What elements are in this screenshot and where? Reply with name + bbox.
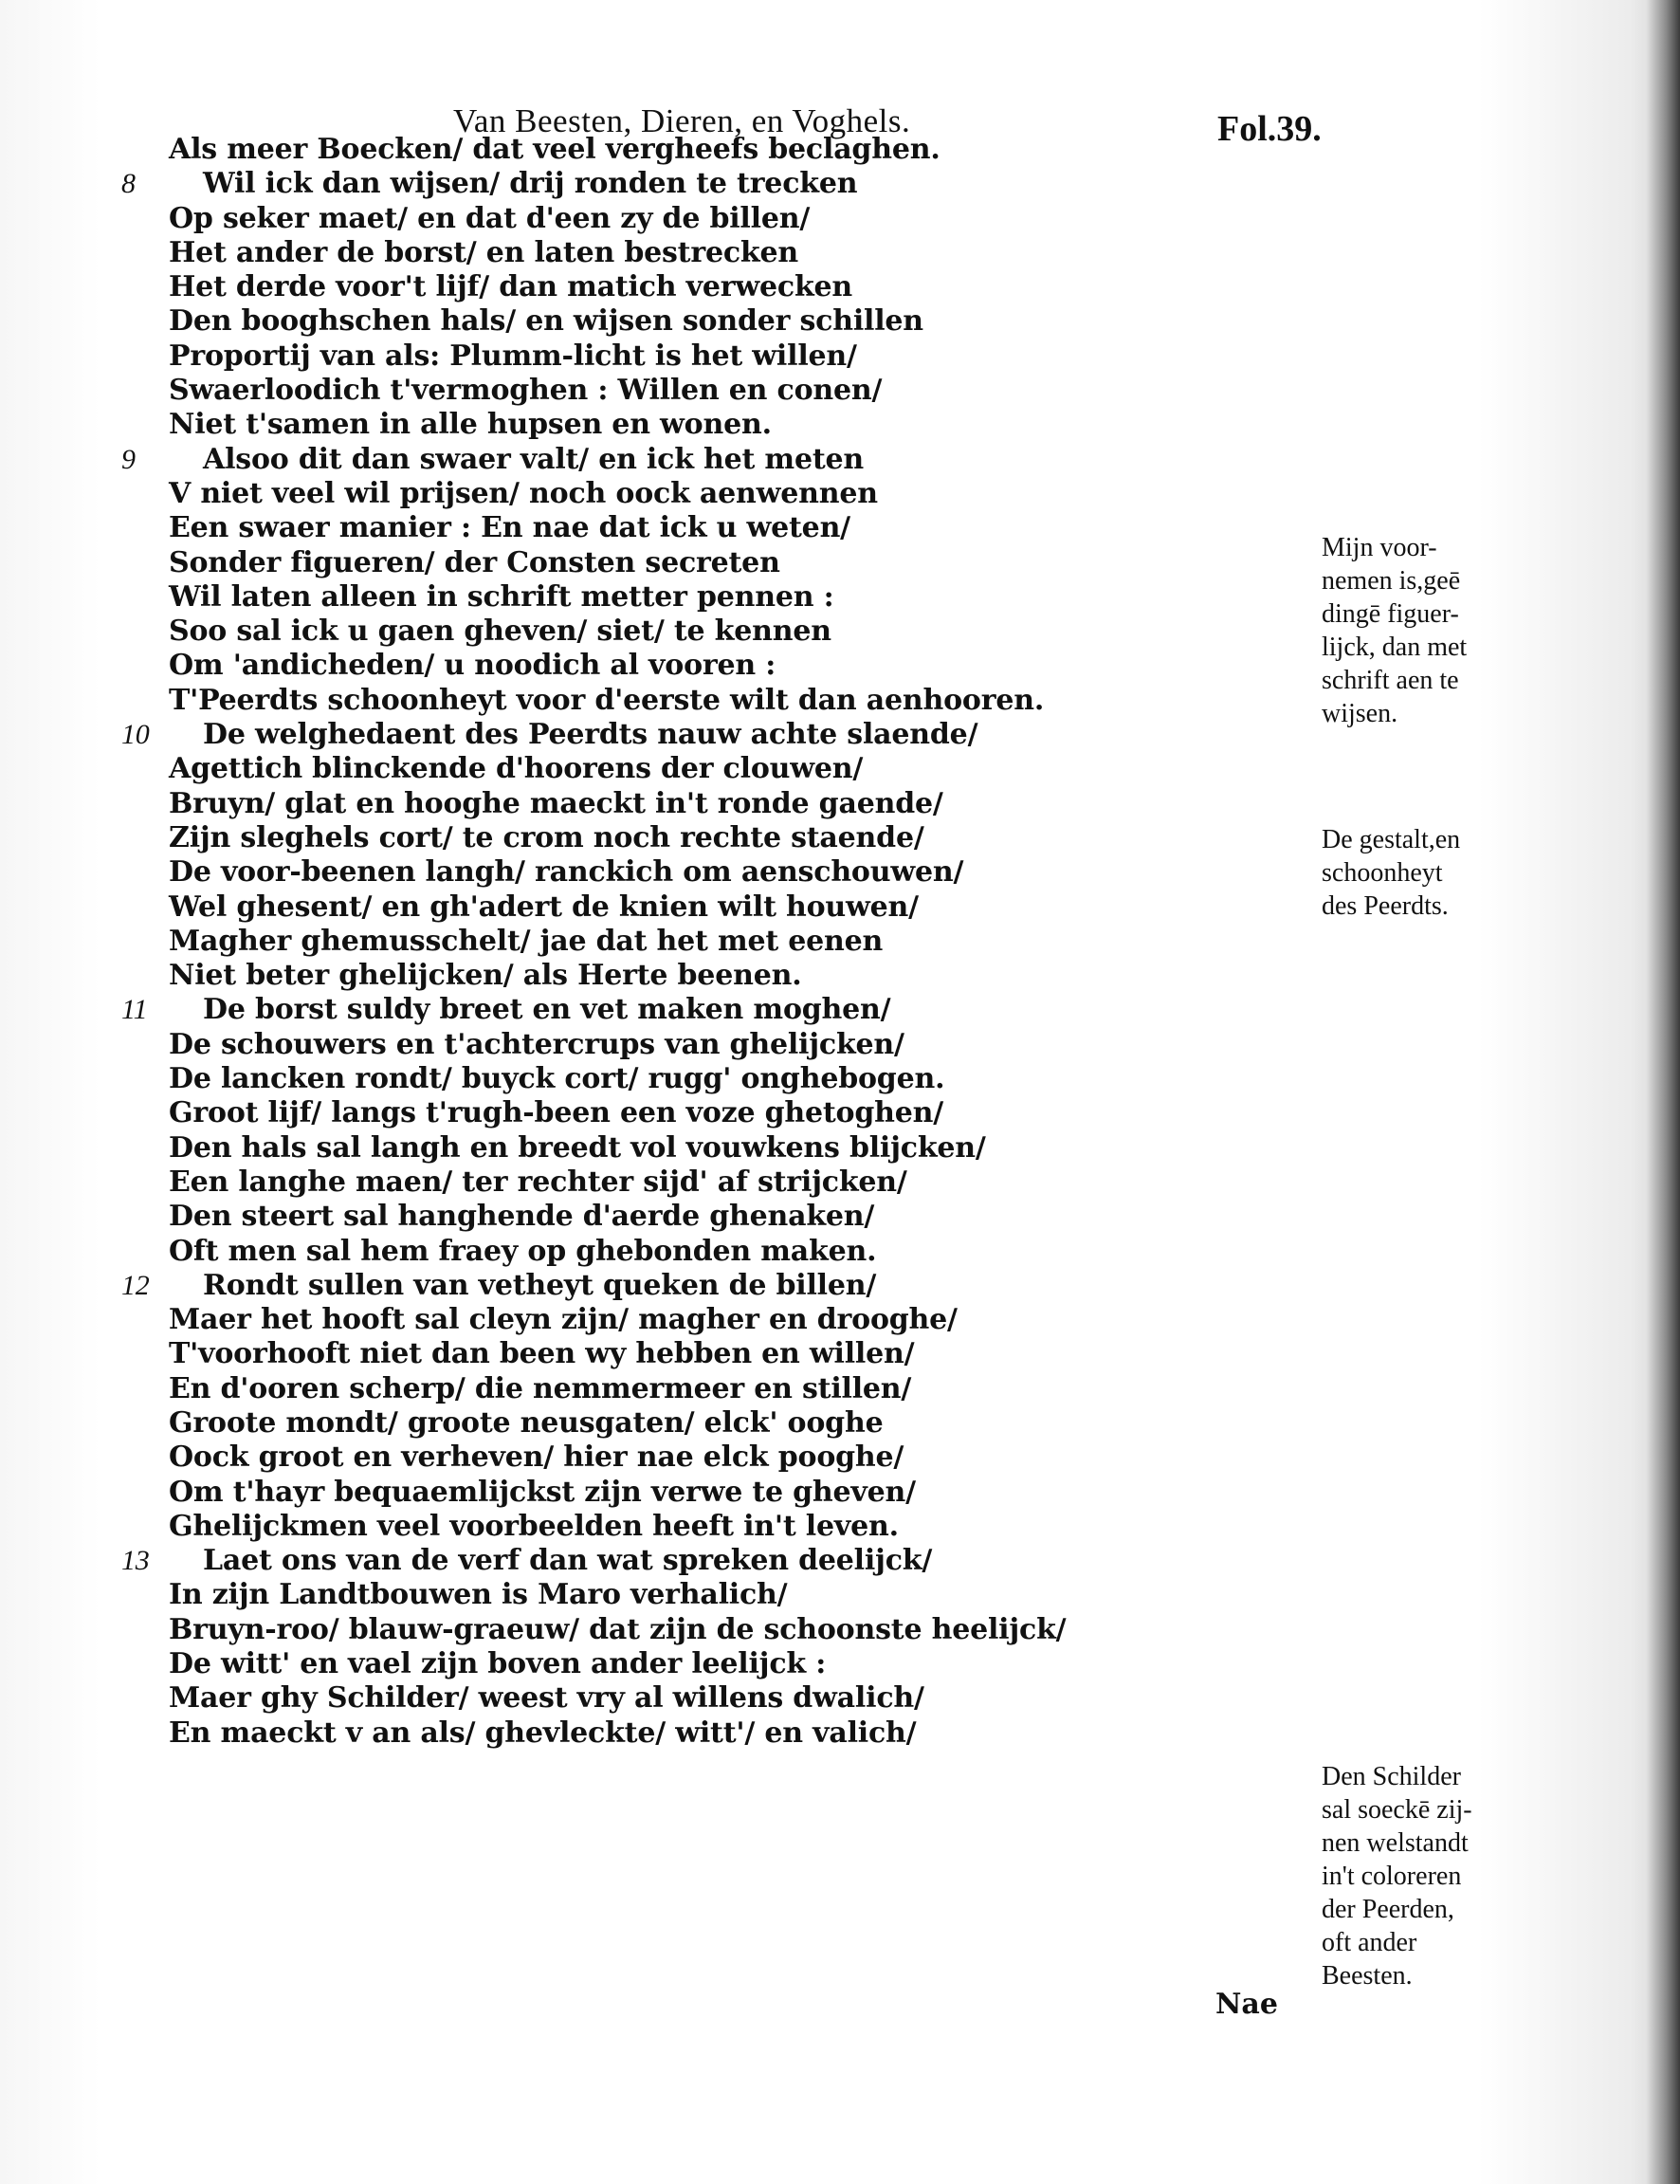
poem-line	[0, 718, 1166, 752]
poem-line	[0, 1441, 1166, 1475]
folio-number: Fol.39.	[1217, 109, 1322, 149]
line-text: Laet ons van de verf dan wat spreken deelijck/	[203, 1544, 933, 1578]
margin-note-painter	[1322, 1760, 1540, 1992]
line-text: Groot lijf/ langs t'rugh-been een voze ghetoghen/	[169, 1096, 943, 1130]
margin-note-line: in't coloreren	[1322, 1862, 1462, 1891]
poem-line	[0, 959, 1166, 993]
poem-line	[0, 787, 1166, 821]
poem-line	[0, 1200, 1166, 1234]
margin-note-line: Beesten.	[1322, 1961, 1413, 1991]
margin-note-line: dingē figuer-	[1322, 599, 1459, 629]
line-text: Een swaer manier : En nae dat ick u weten/	[169, 511, 850, 545]
poem-line	[0, 408, 1166, 442]
poem-line	[0, 925, 1166, 959]
poem-line	[0, 477, 1166, 511]
poem-line	[0, 1303, 1166, 1337]
margin-note-line: lijck, dan met	[1322, 633, 1468, 662]
line-text: In zijn Landtbouwen is Maro verhalich/	[169, 1578, 788, 1612]
line-text: De lancken rondt/ buyck cort/ rugg' onghebogen.	[169, 1062, 945, 1096]
poem-line	[0, 167, 1166, 201]
poem-line	[0, 1647, 1166, 1681]
line-text: Om 'andicheden/ u noodich al vooren :	[169, 649, 776, 683]
margin-note-line: De gestalt,en	[1322, 825, 1461, 854]
line-text: Het ander de borst/ en laten bestrecken	[169, 235, 798, 269]
line-text: Het derde voor't lijf/ dan matich verwecken	[169, 270, 853, 304]
stanza-number: 9	[121, 443, 136, 475]
margin-note-line: schrift aen te	[1322, 666, 1459, 695]
line-text: Bruyn/ glat en hooghe maeckt in't ronde gaende/	[169, 786, 943, 820]
poem-line	[0, 511, 1166, 545]
line-text: Een langhe maen/ ter rechter sijd' af strijcken/	[169, 1165, 907, 1199]
poem-line	[0, 1165, 1166, 1200]
line-text: Maer het hooft sal cleyn zijn/ magher en drooghe/	[169, 1303, 958, 1337]
margin-note-line: Mijn voor-	[1322, 533, 1437, 562]
line-text: Den hals sal langh en breedt vol vouwkens blijcken/	[169, 1130, 986, 1165]
margin-note-line: des Peerdts.	[1322, 891, 1449, 921]
line-text: Wel ghesent/ en gh'adert de knien wilt houwen/	[169, 890, 919, 924]
poem-line	[0, 546, 1166, 580]
margin-note-line: Den Schilder	[1322, 1762, 1461, 1791]
poem-line	[0, 236, 1166, 270]
line-text: V niet veel wil prijsen/ noch oock aenwennen	[169, 476, 878, 510]
line-text: Op seker maet/ en dat d'een zy de billen/	[169, 201, 811, 235]
poem-line	[0, 340, 1166, 374]
line-text: Niet beter ghelijcken/ als Herte beenen.	[169, 959, 802, 993]
line-text: T'voorhooft niet dan been wy hebben en willen/	[169, 1337, 915, 1371]
margin-note-line: wijsen.	[1322, 699, 1398, 728]
line-text: Oock groot en verheven/ hier nae elck pooghe/	[169, 1441, 904, 1475]
line-text: De borst suldy breet en vet maken moghen/	[203, 993, 891, 1027]
poem-line	[0, 580, 1166, 615]
poem-line	[0, 1613, 1166, 1647]
poem-line	[0, 855, 1166, 890]
poem-line	[0, 1269, 1166, 1303]
poem-line	[0, 821, 1166, 855]
line-text: De welghedaent des Peerdts nauw achte slaende/	[203, 718, 978, 752]
poem-line	[0, 1476, 1166, 1510]
margin-note-line: der Peerden,	[1322, 1895, 1454, 1924]
stanza-number: 8	[121, 168, 136, 200]
poem-line	[0, 684, 1166, 718]
page-edge-shadow	[1646, 0, 1680, 2184]
poem-line	[0, 304, 1166, 339]
line-text: Om t'hayr bequaemlijckst zijn verwe te gheven/	[169, 1475, 916, 1509]
line-text: Proportij van als: Plumm-licht is het willen/	[169, 339, 857, 373]
poem-line	[0, 1372, 1166, 1406]
margin-note-line: schoonheyt	[1322, 858, 1443, 888]
poem-line	[0, 649, 1166, 683]
line-text: Als meer Boecken/ dat veel vergheefs beclaghen.	[169, 133, 940, 166]
line-text: Ghelijckmen veel voorbeelden heeft in't leven.	[169, 1509, 899, 1543]
stanza-number: 10	[121, 719, 150, 751]
margin-note-horse-form	[1322, 823, 1540, 923]
line-text: Wil laten alleen in schrift metter pennen :	[169, 579, 834, 614]
poem-line	[0, 1096, 1166, 1130]
poem-line	[0, 890, 1166, 925]
margin-note-line: nen welstandt	[1322, 1828, 1469, 1858]
poem-line	[0, 133, 1166, 167]
poem-text	[0, 133, 1166, 1751]
line-text: Zijn sleghels cort/ te crom noch rechte staende/	[169, 820, 924, 854]
line-text: De voor-beenen langh/ ranckich om aenschouwen/	[169, 855, 964, 890]
margin-note-intention	[1322, 531, 1540, 730]
line-text: Oft men sal hem fraey op ghebonden maken.	[169, 1234, 877, 1268]
line-text: Den steert sal hanghende d'aerde ghenaken/	[169, 1200, 875, 1234]
poem-line	[0, 1510, 1166, 1544]
poem-line	[0, 1681, 1166, 1716]
poem-line	[0, 270, 1166, 304]
poem-line	[0, 993, 1166, 1027]
poem-line	[0, 443, 1166, 477]
line-text: T'Peerdts schoonheyt voor d'eerste wilt dan aenhooren.	[169, 683, 1045, 717]
poem-line	[0, 1578, 1166, 1612]
line-text: Den booghschen hals/ en wijsen sonder schillen	[169, 304, 923, 339]
line-text: Swaerloodich t'vermoghen : Willen en conen/	[169, 374, 883, 408]
margin-note-line: oft ander	[1322, 1928, 1417, 1957]
poem-line	[0, 1235, 1166, 1269]
poem-line	[0, 615, 1166, 649]
poem-line	[0, 1028, 1166, 1062]
margin-note-line: sal soeckē zij-	[1322, 1795, 1472, 1825]
poem-line	[0, 202, 1166, 236]
line-text: Groote mondt/ groote neusgaten/ elck' ooghe	[169, 1405, 884, 1440]
catchword: Nae	[1215, 1988, 1278, 2021]
running-title: Van Beesten, Dieren, en Voghels.	[453, 102, 911, 139]
line-text: Bruyn-roo/ blauw-graeuw/ dat zijn de schoonste heelijck/	[169, 1612, 1067, 1646]
line-text: Wil ick dan wijsen/ drij ronden te trecken	[203, 167, 858, 201]
line-text: Niet t'samen in alle hupsen en wonen.	[169, 408, 772, 442]
poem-line	[0, 1337, 1166, 1371]
line-text: De witt' en vael zijn boven ander leelijck :	[169, 1647, 827, 1681]
line-text: Sonder figueren/ der Consten secreten	[169, 545, 780, 579]
poem-line	[0, 1716, 1166, 1751]
line-text: Magher ghemusschelt/ jae dat het met eenen	[169, 924, 884, 958]
line-text: Rondt sullen van vetheyt queken de billen/	[203, 1268, 877, 1302]
stanza-number: 13	[121, 1545, 150, 1577]
margin-note-line: nemen is,geē	[1322, 566, 1461, 596]
poem-line	[0, 1062, 1166, 1096]
poem-line	[0, 1406, 1166, 1441]
stanza-number: 12	[121, 1269, 150, 1301]
line-text: En d'ooren scherp/ die nemmermeer en stillen/	[169, 1371, 912, 1405]
poem-line	[0, 374, 1166, 408]
line-text: Agettich blinckende d'hoorens der clouwen/	[169, 752, 864, 786]
poem-line	[0, 752, 1166, 786]
line-text: De schouwers en t'achtercrups van ghelijcken/	[169, 1027, 904, 1061]
line-text: En maeckt v an als/ ghevleckte/ witt'/ en valich/	[169, 1716, 917, 1750]
line-text: Soo sal ick u gaen gheven/ siet/ te kennen	[169, 615, 831, 649]
line-text: Alsoo dit dan swaer valt/ en ick het meten	[203, 442, 865, 476]
stanza-number: 11	[121, 994, 148, 1026]
poem-line	[0, 1544, 1166, 1578]
line-text: Maer ghy Schilder/ weest vry al willens dwalich/	[169, 1681, 924, 1716]
poem-line	[0, 1131, 1166, 1165]
